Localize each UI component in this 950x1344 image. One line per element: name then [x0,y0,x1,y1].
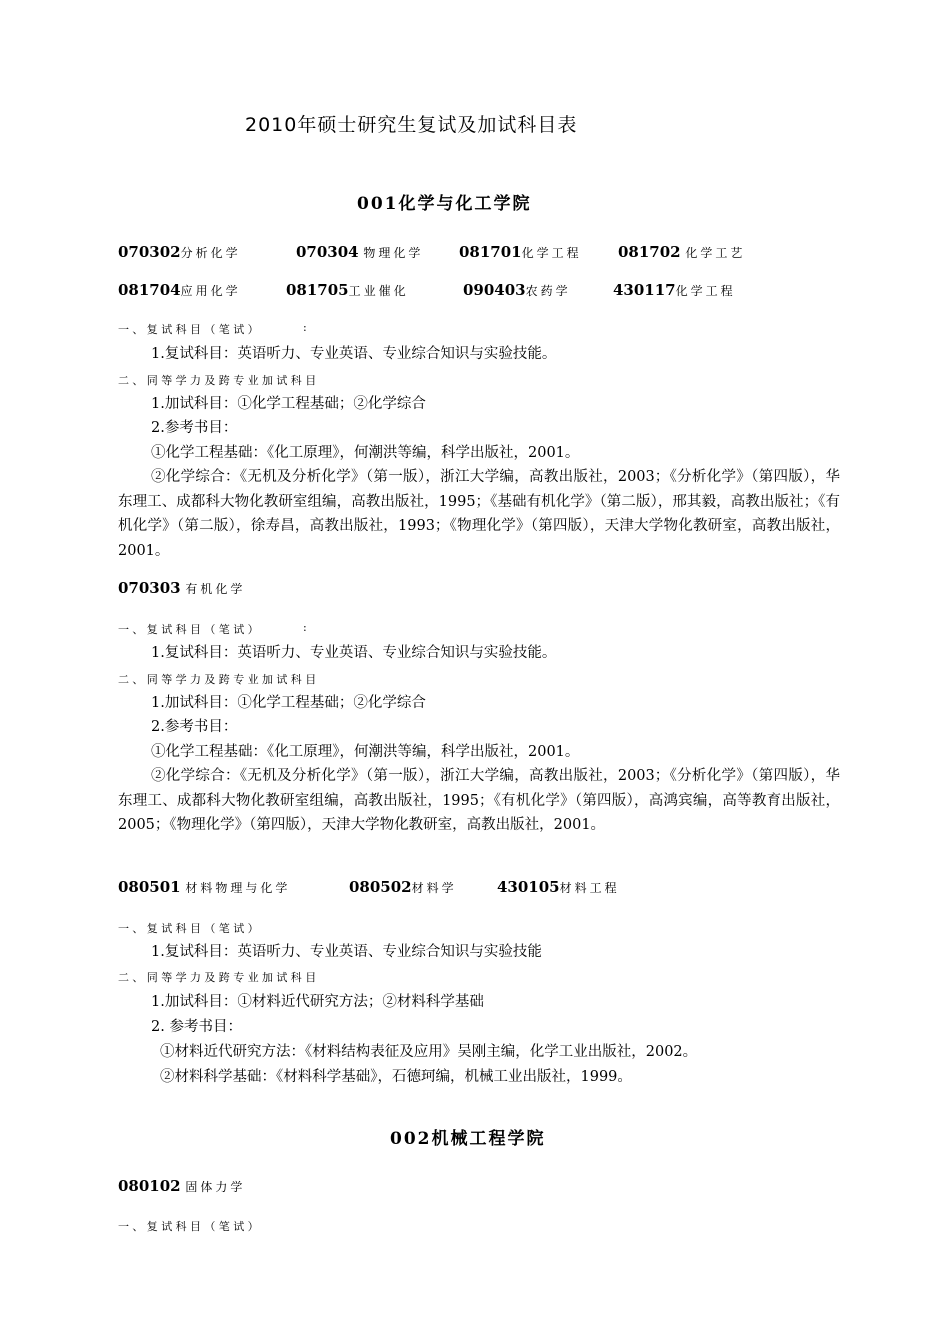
major-code-430105: 430105材料工程 [497,878,620,896]
retest-label: 一、复试科目（笔试） [118,323,262,336]
major-code-081704: 081704应用化学 [118,281,241,299]
reference-label: 2. 参考书目： [151,1019,242,1035]
major-code-081702: 081702 化学工艺 [618,243,746,261]
document-title: 2010年硕士研究生复试及加试科目表 [245,114,578,136]
reference-item: ①化学工程基础：《化工原理》，何潮洪等编，科学出版社，2001。 [151,744,580,760]
retest-item: 1.复试科目：英语听力、专业英语、专业综合知识与实验技能。 [151,346,557,362]
retest-label: 一、复试科目（笔试） [118,922,262,935]
reference-label: 2.参考书目： [151,719,238,735]
retest-colon: : [303,321,311,334]
reference-item: ②材料科学基础：《材料科学基础》，石德珂编，机械工业出版社，1999。 [160,1069,632,1085]
reference-item: ①化学工程基础：《化工原理》，何潮洪等编，科学出版社，2001。 [151,445,580,461]
reference-label: 2.参考书目： [151,420,238,436]
section-heading-002: 002机械工程学院 [390,1129,546,1149]
extra-label: 二、同等学力及跨专业加试科目 [118,971,320,984]
extra-label: 二、同等学力及跨专业加试科目 [118,374,320,387]
major-code-080502: 080502材料学 [349,878,457,896]
major-code-081705: 081705工业催化 [286,281,409,299]
extra-item: 1.加试科目：①化学工程基础；②化学综合 [151,695,426,711]
extra-item: 1.加试科目：①材料近代研究方法；②材料科学基础 [151,994,484,1010]
reference-item: ②化学综合：《无机及分析化学》（第一版），浙江大学编，高教出版社，2003；《分析化学》（第四版），华东理工、成都科大物化教研室组编，高教出版社，1995；《基础有机化学》（第二版），邢其毅，高教出版社；《有机化学》（第二版），徐寿昌，高教出版社，1993；《物理化学》（第四版），天津大学物化教研室，高教出版社，2001。 [118,469,840,559]
major-code-070304: 070304 物理化学 [296,243,424,261]
major-code-081701: 081701化学工程 [459,243,582,261]
major-code-070302: 070302分析化学 [118,243,241,261]
major-code-090403: 090403农药学 [463,281,571,299]
major-code-070303: 070303 有机化学 [118,579,246,597]
reference-item: ②化学综合：《无机及分析化学》（第一版），浙江大学编，高教出版社，2003；《分析化学》（第四版），华东理工、成都科大物化教研室组编，高教出版社，1995；《有机化学》（第四版），高鸿宾编，高等教育出版社，2005；《物理化学》（第四版），天津大学物化教研室，高教出版社，2001。 [118,768,840,833]
major-code-080102: 080102 固体力学 [118,1177,246,1195]
retest-item: 1.复试科目：英语听力、专业英语、专业综合知识与实验技能。 [151,645,557,661]
reference-item: ①材料近代研究方法：《材料结构表征及应用》吴刚主编，化学工业出版社，2002。 [160,1044,698,1060]
major-code-080501: 080501 材料物理与化学 [118,878,291,896]
major-code-430117: 430117化学工程 [613,281,736,299]
retest-label: 一、复试科目（笔试） [118,1220,262,1233]
retest-label: 一、复试科目（笔试） [118,623,262,636]
retest-item: 1.复试科目：英语听力、专业英语、专业综合知识与实验技能 [151,944,542,960]
extra-label: 二、同等学力及跨专业加试科目 [118,673,320,686]
retest-colon: : [303,621,311,634]
section-heading-001: 001化学与化工学院 [357,194,532,214]
extra-item: 1.加试科目：①化学工程基础；②化学综合 [151,396,426,412]
